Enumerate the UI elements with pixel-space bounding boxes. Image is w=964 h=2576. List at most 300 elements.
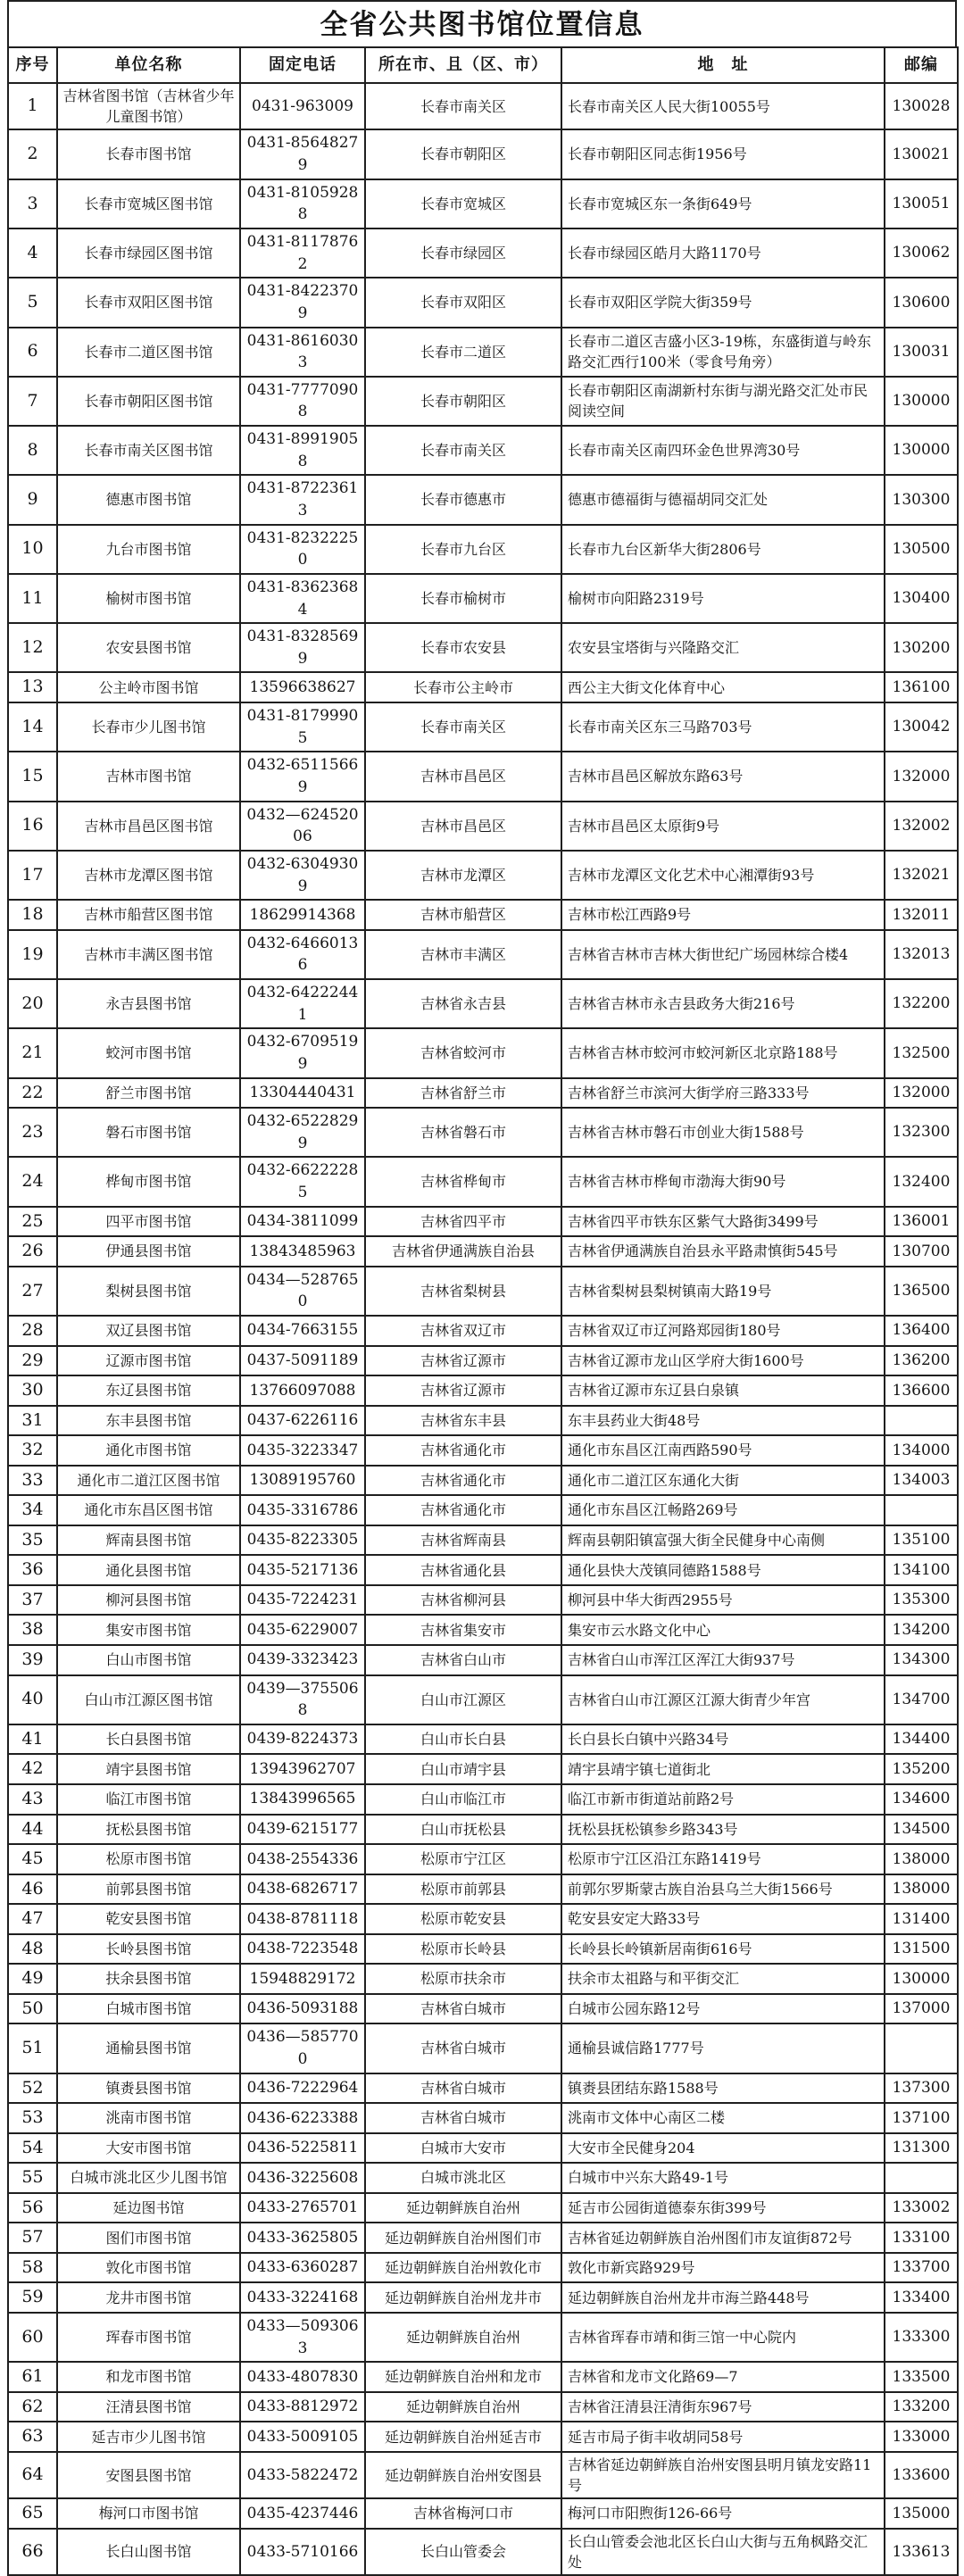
cell-name: 蛟河市图书馆 <box>57 1028 240 1077</box>
cell-zip: 131300 <box>885 2133 958 2164</box>
table-row <box>8 1406 958 1436</box>
table-row <box>8 574 958 623</box>
table-row <box>8 752 958 801</box>
cell-city: 吉林省白山市 <box>365 1645 561 1675</box>
cell-city: 白山市长白县 <box>365 1724 561 1755</box>
table-row <box>8 930 958 979</box>
cell-name: 白城市洮北区少儿图书馆 <box>57 2163 240 2193</box>
cell-phone: 0438-7223548 <box>240 1934 365 1965</box>
table-row <box>8 475 958 524</box>
cell-name: 镇赉县图书馆 <box>57 2073 240 2104</box>
cell-no: 15 <box>8 752 57 801</box>
table-row <box>8 2282 958 2313</box>
cell-zip: 130200 <box>885 623 958 672</box>
cell-name: 梅河口市图书馆 <box>57 2498 240 2529</box>
cell-address: 吉林省吉林市永吉县政务大街216号 <box>561 979 885 1028</box>
table-row <box>8 2193 958 2223</box>
cell-address: 吉林省辽源市龙山区学府大街1600号 <box>561 1346 885 1376</box>
cell-city: 长春市朝阳区 <box>365 129 561 179</box>
cell-address: 长春市宽城区东一条街649号 <box>561 179 885 229</box>
cell-address: 长春市双阳区学院大街359号 <box>561 278 885 327</box>
cell-city: 吉林省白城市 <box>365 1994 561 2024</box>
table-row <box>8 2133 958 2164</box>
cell-phone: 13304440431 <box>240 1078 365 1109</box>
cell-phone: 0435-6229007 <box>240 1615 365 1645</box>
cell-no: 18 <box>8 900 57 930</box>
cell-no: 14 <box>8 702 57 752</box>
cell-zip: 133000 <box>885 2422 958 2452</box>
table-row <box>8 1028 958 1077</box>
cell-address: 大安市全民健身204 <box>561 2133 885 2164</box>
table-row <box>8 2392 958 2422</box>
cell-phone: 0433-6360287 <box>240 2253 365 2283</box>
cell-zip: 130042 <box>885 702 958 752</box>
cell-zip: 134000 <box>885 1435 958 1466</box>
cell-zip: 136001 <box>885 1207 958 1237</box>
cell-city: 松原市乾安县 <box>365 1904 561 1934</box>
cell-no: 62 <box>8 2392 57 2422</box>
cell-phone: 0431-963009 <box>240 83 365 129</box>
cell-no: 46 <box>8 1874 57 1905</box>
cell-phone: 0432-64222441 <box>240 979 365 1028</box>
cell-phone: 0432-64660136 <box>240 930 365 979</box>
cell-phone: 0431-87223613 <box>240 475 365 524</box>
cell-phone: 0437-5091189 <box>240 1346 365 1376</box>
cell-zip: 136500 <box>885 1267 958 1316</box>
cell-no: 41 <box>8 1724 57 1755</box>
cell-name: 东丰县图书馆 <box>57 1406 240 1436</box>
cell-address: 吉林省吉林市吉林大街世纪广场园林综合楼4 <box>561 930 885 979</box>
cell-zip: 136100 <box>885 672 958 702</box>
table-row <box>8 1724 958 1755</box>
cell-phone: 13943962707 <box>240 1754 365 1784</box>
cell-address: 吉林省汪清县汪清街东967号 <box>561 2392 885 2422</box>
cell-phone: 0432-66222285 <box>240 1157 365 1206</box>
cell-no: 5 <box>8 278 57 327</box>
cell-address: 榆树市向阳路2319号 <box>561 574 885 623</box>
cell-address: 吉林省珲春市靖和街三馆一中心院内 <box>561 2313 885 2362</box>
cell-city: 松原市长岭县 <box>365 1934 561 1965</box>
cell-city: 吉林市龙潭区 <box>365 851 561 900</box>
cell-zip: 132400 <box>885 1157 958 1206</box>
cell-zip: 138000 <box>885 1874 958 1905</box>
table-row <box>8 1157 958 1206</box>
cell-city: 长春市农安县 <box>365 623 561 672</box>
cell-name: 乾安县图书馆 <box>57 1904 240 1934</box>
cell-zip: 132011 <box>885 900 958 930</box>
cell-address: 梅河口市阳煦街126-66号 <box>561 2498 885 2529</box>
header-cell-address: 地 址 <box>561 47 885 83</box>
table-row <box>8 1615 958 1645</box>
cell-address: 长白县长白镇中兴路34号 <box>561 1724 885 1755</box>
cell-no: 60 <box>8 2313 57 2362</box>
cell-address: 柳河县中华大街西2955号 <box>561 1585 885 1616</box>
cell-city: 白城市大安市 <box>365 2133 561 2164</box>
cell-zip <box>885 1495 958 1525</box>
table-row <box>8 1346 958 1376</box>
cell-phone: 13766097088 <box>240 1375 365 1406</box>
cell-city: 吉林省梨树县 <box>365 1267 561 1316</box>
table-row <box>8 1585 958 1616</box>
cell-address: 吉林省吉林市蛟河市蛟河新区北京路188号 <box>561 1028 885 1077</box>
cell-address: 吉林省延边朝鲜族自治州安图县明月镇龙安路11号 <box>561 2452 885 2498</box>
cell-zip: 138000 <box>885 1844 958 1874</box>
table-row <box>8 2422 958 2452</box>
cell-city: 吉林省永吉县 <box>365 979 561 1028</box>
table-row <box>8 1525 958 1556</box>
cell-zip: 131500 <box>885 1934 958 1965</box>
cell-zip: 130062 <box>885 229 958 278</box>
cell-name: 吉林省图书馆（吉林省少年儿童图书馆） <box>57 83 240 129</box>
cell-phone: 0431-81059288 <box>240 179 365 229</box>
cell-phone: 0435-3223347 <box>240 1435 365 1466</box>
cell-address: 白城市中兴东大路49-1号 <box>561 2163 885 2193</box>
cell-phone: 0433-3224168 <box>240 2282 365 2313</box>
cell-address: 吉林省延边朝鲜族自治州图们市友谊街872号 <box>561 2223 885 2253</box>
cell-address: 延边朝鲜族自治州龙井市海兰路448号 <box>561 2282 885 2313</box>
cell-phone: 15948829172 <box>240 1964 365 1994</box>
cell-address: 长春市南关区人民大街10055号 <box>561 83 885 129</box>
cell-no: 55 <box>8 2163 57 2193</box>
cell-phone: 0433-5009105 <box>240 2422 365 2452</box>
cell-name: 白山市江源区图书馆 <box>57 1675 240 1724</box>
cell-city: 延边朝鲜族自治州图们市 <box>365 2223 561 2253</box>
cell-zip: 130000 <box>885 1964 958 1994</box>
cell-zip: 137300 <box>885 2073 958 2104</box>
cell-city: 吉林市昌邑区 <box>365 752 561 801</box>
cell-city: 白城市洮北区 <box>365 2163 561 2193</box>
cell-city: 长春市二道区 <box>365 328 561 377</box>
cell-zip: 130700 <box>885 1236 958 1267</box>
table-row <box>8 1645 958 1675</box>
cell-address: 吉林省白山市浑江区浑江大街937号 <box>561 1645 885 1675</box>
cell-name: 抚松县图书馆 <box>57 1815 240 1845</box>
cell-address: 东丰县药业大街48号 <box>561 1406 885 1436</box>
cell-zip <box>885 2023 958 2073</box>
cell-phone: 0439-3323423 <box>240 1645 365 1675</box>
cell-no: 65 <box>8 2498 57 2529</box>
cell-city: 吉林省白城市 <box>365 2103 561 2133</box>
cell-zip: 134600 <box>885 1784 958 1815</box>
cell-address: 德惠市德福街与德福胡同交汇处 <box>561 475 885 524</box>
cell-city: 延边朝鲜族自治州 <box>365 2313 561 2362</box>
cell-name: 长岭县图书馆 <box>57 1934 240 1965</box>
cell-zip: 134700 <box>885 1675 958 1724</box>
cell-city: 吉林省四平市 <box>365 1207 561 1237</box>
cell-phone: 0433-8812972 <box>240 2392 365 2422</box>
cell-phone: 0433—5093063 <box>240 2313 365 2362</box>
cell-phone: 18629914368 <box>240 900 365 930</box>
cell-no: 66 <box>8 2529 57 2575</box>
cell-phone: 0431-81799905 <box>240 702 365 752</box>
cell-address: 通化县快大茂镇同德路1588号 <box>561 1555 885 1585</box>
cell-address: 长春市二道区吉盛小区3-19栋，东盛街道与岭东路交汇西行100米（零食号角旁） <box>561 328 885 377</box>
cell-city: 吉林省白城市 <box>365 2073 561 2104</box>
cell-city: 松原市宁江区 <box>365 1844 561 1874</box>
cell-phone: 0438-8781118 <box>240 1904 365 1934</box>
cell-address: 靖宇县靖宇镇七道街北 <box>561 1754 885 1784</box>
cell-phone: 0436-6223388 <box>240 2103 365 2133</box>
cell-address: 吉林省辽源市东辽县白泉镇 <box>561 1375 885 1406</box>
cell-no: 57 <box>8 2223 57 2253</box>
cell-phone: 0431-86160303 <box>240 328 365 377</box>
cell-name: 洮南市图书馆 <box>57 2103 240 2133</box>
cell-name: 长春市二道区图书馆 <box>57 328 240 377</box>
table-row <box>8 2073 958 2104</box>
cell-no: 47 <box>8 1904 57 1934</box>
cell-no: 6 <box>8 328 57 377</box>
cell-no: 52 <box>8 2073 57 2104</box>
cell-address: 吉林省伊通满族自治县永平路肃慎街545号 <box>561 1236 885 1267</box>
cell-name: 通化市图书馆 <box>57 1435 240 1466</box>
cell-city: 长春市榆树市 <box>365 574 561 623</box>
cell-city: 吉林省通化市 <box>365 1495 561 1525</box>
cell-name: 延边图书馆 <box>57 2193 240 2223</box>
cell-name: 长白县图书馆 <box>57 1724 240 1755</box>
cell-zip: 133002 <box>885 2193 958 2223</box>
cell-address: 通榆县诚信路1777号 <box>561 2023 885 2073</box>
cell-name: 吉林市船营区图书馆 <box>57 900 240 930</box>
cell-zip: 137100 <box>885 2103 958 2133</box>
cell-phone: 0431-83285699 <box>240 623 365 672</box>
cell-city: 白山市临江市 <box>365 1784 561 1815</box>
cell-city: 延边朝鲜族自治州安图县 <box>365 2452 561 2498</box>
cell-city: 吉林省桦甸市 <box>365 1157 561 1206</box>
table-row <box>8 1815 958 1845</box>
cell-address: 吉林省吉林市桦甸市渤海大街90号 <box>561 1157 885 1206</box>
cell-name: 舒兰市图书馆 <box>57 1078 240 1109</box>
table-row <box>8 525 958 574</box>
cell-no: 26 <box>8 1236 57 1267</box>
cell-no: 4 <box>8 229 57 278</box>
cell-city: 吉林市昌邑区 <box>365 802 561 851</box>
cell-zip: 135000 <box>885 2498 958 2529</box>
cell-name: 吉林市图书馆 <box>57 752 240 801</box>
cell-address: 通化市东昌区江南西路590号 <box>561 1435 885 1466</box>
cell-city: 吉林省磐石市 <box>365 1108 561 1157</box>
cell-phone: 0431-81178762 <box>240 229 365 278</box>
table-row <box>8 1267 958 1316</box>
cell-name: 桦甸市图书馆 <box>57 1157 240 1206</box>
cell-city: 长春市朝阳区 <box>365 377 561 426</box>
table-row <box>8 1555 958 1585</box>
cell-name: 榆树市图书馆 <box>57 574 240 623</box>
cell-zip: 132000 <box>885 1078 958 1109</box>
table-row <box>8 2313 958 2362</box>
cell-zip: 135300 <box>885 1585 958 1616</box>
cell-zip: 132000 <box>885 752 958 801</box>
cell-address: 吉林市松江西路9号 <box>561 900 885 930</box>
table-body <box>8 83 958 2575</box>
cell-address: 洮南市文体中心南区二楼 <box>561 2103 885 2133</box>
cell-no: 29 <box>8 1346 57 1376</box>
cell-no: 44 <box>8 1815 57 1845</box>
cell-address: 吉林省四平市铁东区紫气大路街3499号 <box>561 1207 885 1237</box>
table-row <box>8 377 958 426</box>
cell-address: 吉林省双辽市辽河路郑园街180号 <box>561 1316 885 1346</box>
cell-name: 永吉县图书馆 <box>57 979 240 1028</box>
cell-name: 长春市图书馆 <box>57 129 240 179</box>
table-row <box>8 179 958 229</box>
cell-name: 辽源市图书馆 <box>57 1346 240 1376</box>
cell-city: 吉林省白城市 <box>365 2023 561 2073</box>
cell-phone: 0431-89919058 <box>240 426 365 475</box>
cell-name: 梨树县图书馆 <box>57 1267 240 1316</box>
table-row <box>8 229 958 278</box>
cell-phone: 0431-82322250 <box>240 525 365 574</box>
cell-address: 集安市云水路文化中心 <box>561 1615 885 1645</box>
cell-no: 54 <box>8 2133 57 2164</box>
cell-phone: 0431-85648279 <box>240 129 365 179</box>
document-page <box>7 0 957 2576</box>
cell-name: 延吉市少儿图书馆 <box>57 2422 240 2452</box>
cell-no: 64 <box>8 2452 57 2498</box>
cell-zip: 136600 <box>885 1375 958 1406</box>
cell-address: 长春市朝阳区南湖新村东街与湖光路交汇处市民阅读空间 <box>561 377 885 426</box>
cell-no: 30 <box>8 1375 57 1406</box>
cell-address: 抚松县抚松镇参乡路343号 <box>561 1815 885 1845</box>
cell-zip: 133100 <box>885 2223 958 2253</box>
cell-phone: 0432-63049309 <box>240 851 365 900</box>
cell-city: 吉林省双辽市 <box>365 1316 561 1346</box>
cell-no: 10 <box>8 525 57 574</box>
cell-name: 公主岭市图书馆 <box>57 672 240 702</box>
cell-no: 35 <box>8 1525 57 1556</box>
cell-zip: 135200 <box>885 1754 958 1784</box>
cell-address: 前郭尔罗斯蒙古族自治县乌兰大街1566号 <box>561 1874 885 1905</box>
table-row <box>8 129 958 179</box>
cell-name: 长春市朝阳区图书馆 <box>57 377 240 426</box>
cell-phone: 0434—5287650 <box>240 1267 365 1316</box>
table-row <box>8 1874 958 1905</box>
cell-name: 辉南县图书馆 <box>57 1525 240 1556</box>
cell-no: 34 <box>8 1495 57 1525</box>
cell-city: 吉林省东丰县 <box>365 1406 561 1436</box>
cell-address: 长春市绿园区皓月大路1170号 <box>561 229 885 278</box>
cell-phone: 0433-3625805 <box>240 2223 365 2253</box>
cell-zip: 133300 <box>885 2313 958 2362</box>
cell-name: 通化市东昌区图书馆 <box>57 1495 240 1525</box>
cell-name: 长春市南关区图书馆 <box>57 426 240 475</box>
cell-no: 53 <box>8 2103 57 2133</box>
cell-zip: 137000 <box>885 1994 958 2024</box>
cell-name: 吉林市昌邑区图书馆 <box>57 802 240 851</box>
cell-zip: 132500 <box>885 1028 958 1077</box>
cell-city: 吉林省舒兰市 <box>365 1078 561 1109</box>
cell-zip: 130031 <box>885 328 958 377</box>
table-row <box>8 1375 958 1406</box>
table-row <box>8 1904 958 1934</box>
cell-city: 长春市宽城区 <box>365 179 561 229</box>
cell-no: 48 <box>8 1934 57 1965</box>
cell-phone: 0438-2554336 <box>240 1844 365 1874</box>
cell-zip: 133600 <box>885 2452 958 2498</box>
cell-no: 51 <box>8 2023 57 2073</box>
cell-zip: 132200 <box>885 979 958 1028</box>
cell-no: 38 <box>8 1615 57 1645</box>
cell-name: 汪清县图书馆 <box>57 2392 240 2422</box>
cell-phone: 0433-2765701 <box>240 2193 365 2223</box>
cell-address: 吉林省梨树县梨树镇南大路19号 <box>561 1267 885 1316</box>
cell-no: 27 <box>8 1267 57 1316</box>
cell-city: 吉林省辽源市 <box>365 1346 561 1376</box>
cell-phone: 0431-84223709 <box>240 278 365 327</box>
table-row <box>8 2163 958 2193</box>
cell-city: 吉林省通化市 <box>365 1466 561 1496</box>
cell-phone: 0437-6226116 <box>240 1406 365 1436</box>
cell-zip: 135100 <box>885 1525 958 1556</box>
cell-city: 延边朝鲜族自治州和龙市 <box>365 2362 561 2392</box>
cell-city: 长春市南关区 <box>365 702 561 752</box>
cell-address: 通化市二道江区东通化大街 <box>561 1466 885 1496</box>
cell-phone: 0439-6215177 <box>240 1815 365 1845</box>
table-row <box>8 1108 958 1157</box>
cell-phone: 0432-65228299 <box>240 1108 365 1157</box>
cell-city: 吉林省通化市 <box>365 1435 561 1466</box>
cell-zip: 133400 <box>885 2282 958 2313</box>
cell-no: 31 <box>8 1406 57 1436</box>
cell-address: 农安县宝塔街与兴隆路交汇 <box>561 623 885 672</box>
cell-phone: 0433-4807830 <box>240 2362 365 2392</box>
cell-no: 56 <box>8 2193 57 2223</box>
table-row <box>8 2223 958 2253</box>
cell-no: 7 <box>8 377 57 426</box>
table-row <box>8 900 958 930</box>
cell-address: 通化市东昌区江畅路269号 <box>561 1495 885 1525</box>
cell-zip <box>885 2163 958 2193</box>
cell-address: 扶余市太祖路与和平街交汇 <box>561 1964 885 1994</box>
cell-zip: 130000 <box>885 377 958 426</box>
cell-zip: 134500 <box>885 1815 958 1845</box>
cell-address: 吉林省舒兰市滨河大街学府三路333号 <box>561 1078 885 1109</box>
table-row <box>8 979 958 1028</box>
cell-address: 吉林省吉林市磐石市创业大街1588号 <box>561 1108 885 1157</box>
table-row <box>8 1964 958 1994</box>
cell-phone: 0432-65115669 <box>240 752 365 801</box>
header-cell-no: 序号 <box>8 47 57 83</box>
table-row <box>8 1754 958 1784</box>
cell-zip: 134100 <box>885 1555 958 1585</box>
cell-phone: 0435-5217136 <box>240 1555 365 1585</box>
table-row <box>8 426 958 475</box>
cell-city: 长白山管委会 <box>365 2529 561 2575</box>
cell-name: 和龙市图书馆 <box>57 2362 240 2392</box>
cell-phone: 0436-5225811 <box>240 2133 365 2164</box>
cell-name: 长春市绿园区图书馆 <box>57 229 240 278</box>
cell-zip: 130300 <box>885 475 958 524</box>
cell-city: 松原市扶余市 <box>365 1964 561 1994</box>
cell-no: 21 <box>8 1028 57 1077</box>
cell-zip: 134300 <box>885 1645 958 1675</box>
cell-city: 吉林省伊通满族自治县 <box>365 1236 561 1267</box>
header-cell-zip: 邮编 <box>885 47 958 83</box>
cell-no: 28 <box>8 1316 57 1346</box>
cell-no: 3 <box>8 179 57 229</box>
header-cell-phone: 固定电话 <box>240 47 365 83</box>
cell-phone: 0432—62452006 <box>240 802 365 851</box>
cell-name: 扶余县图书馆 <box>57 1964 240 1994</box>
page-title: 全省公共图书馆位置信息 <box>320 8 644 41</box>
library-table <box>7 46 959 2576</box>
cell-zip: 130028 <box>885 83 958 129</box>
table-row <box>8 278 958 327</box>
cell-city: 吉林市丰满区 <box>365 930 561 979</box>
cell-address: 长春市南关区南四环金色世界湾30号 <box>561 426 885 475</box>
table-row <box>8 1435 958 1466</box>
cell-city: 长春市南关区 <box>365 83 561 129</box>
cell-address: 乾安县安定大路33号 <box>561 1904 885 1934</box>
cell-city: 吉林省蛟河市 <box>365 1028 561 1077</box>
